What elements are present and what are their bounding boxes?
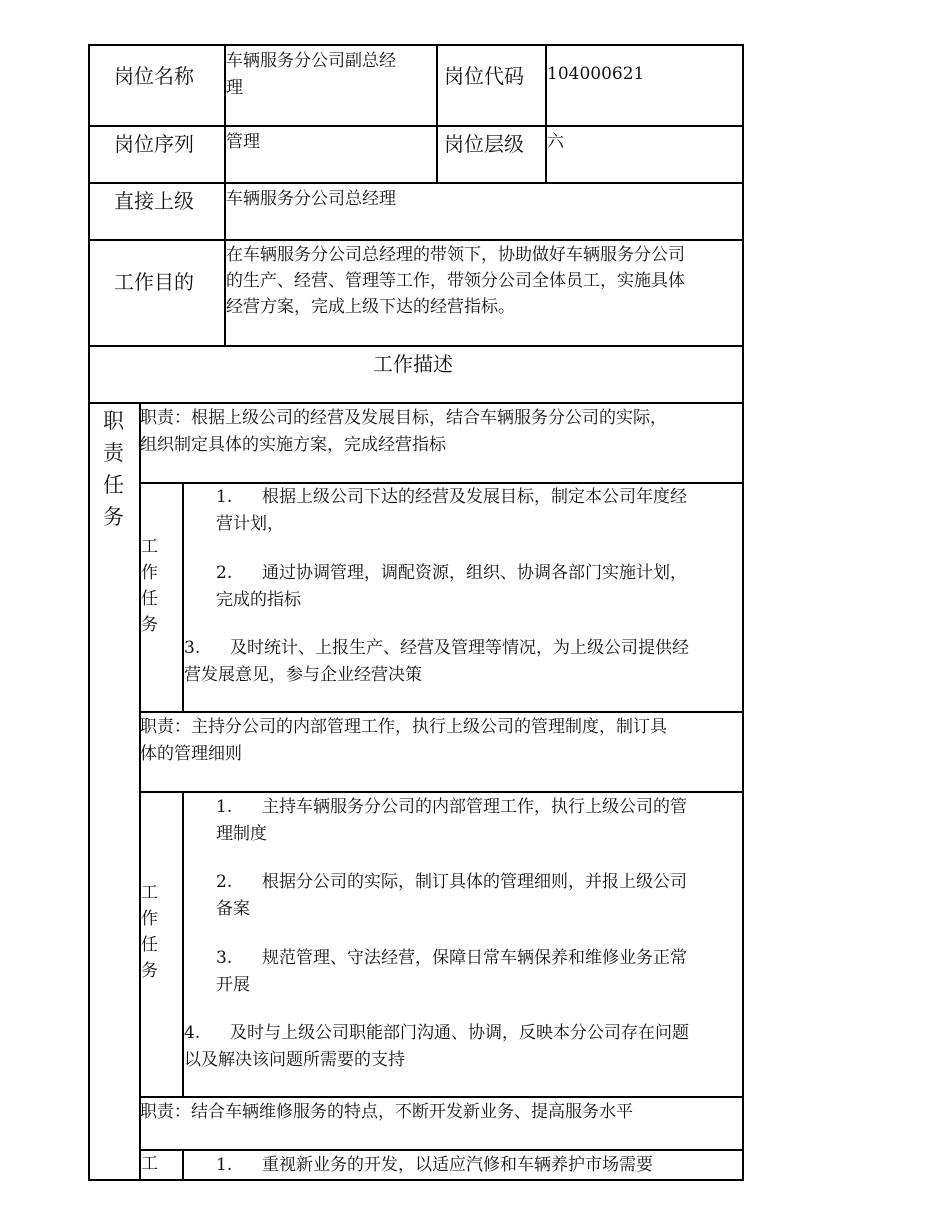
task-text: 重视新业务的开发，以适应汽修和车辆养护市场需要: [262, 1155, 653, 1175]
rule: [88, 44, 744, 46]
task-item: [216, 869, 687, 896]
task-item-cont: 备案: [216, 899, 250, 919]
rule: [436, 44, 438, 183]
duties-label: 职责任务: [103, 409, 124, 529]
duty-line: 组织制定具体的实施方案，完成经营指标: [140, 435, 446, 455]
rule: [139, 402, 141, 1180]
rule: [88, 345, 744, 347]
duty-line: 职责：根据上级公司的经营及发展目标，结合车辆服务分公司的实际，: [140, 408, 667, 428]
rule: [88, 44, 90, 1180]
task-number: 3.: [216, 948, 233, 968]
description-title: 工作描述: [373, 352, 453, 376]
task-item: [184, 635, 689, 662]
superior-label: 直接上级: [114, 189, 194, 213]
duty-line: 职责：结合车辆维修服务的特点，不断开发新业务、提高服务水平: [140, 1102, 633, 1122]
superior-value: 车辆服务分公司总经理: [226, 189, 396, 209]
purpose-label: 工作目的: [114, 270, 194, 294]
rule: [88, 1179, 744, 1181]
task-item-cont: 完成的指标: [216, 590, 301, 610]
rule: [139, 791, 744, 793]
rule: [88, 125, 744, 127]
task-label-partial: 工: [141, 1154, 158, 1174]
task-text: 根据分公司的实际，制订具体的管理细则，并报上级公司: [262, 872, 687, 892]
task-text: 根据上级公司下达的经营及发展目标，制定本公司年度经: [262, 487, 687, 507]
task-text: 及时统计、上报生产、经营及管理等情况，为上级公司提供经: [230, 638, 689, 658]
task-text: 主持车辆服务分公司的内部管理工作，执行上级公司的管: [262, 797, 687, 817]
task-item-cont: 理制度: [216, 824, 267, 844]
rule: [139, 1096, 744, 1098]
task-text: 规范管理、守法经营，保障日常车辆保养和维修业务正常: [262, 948, 687, 968]
task-item: [216, 484, 687, 511]
task-text: 及时与上级公司职能部门沟通、协调，反映本分公司存在问题: [230, 1023, 689, 1043]
task-number: 1.: [216, 1155, 233, 1175]
position-name-label: 岗位名称: [114, 64, 194, 88]
rule: [139, 1149, 744, 1151]
task-label: 工作任务: [141, 537, 158, 635]
rule: [139, 711, 744, 713]
task-item-cont: 营发展意见，参与企业经营决策: [184, 665, 422, 685]
purpose-line: 经营方案，完成上级下达的经营指标。: [226, 297, 515, 317]
rule: [742, 44, 744, 1180]
task-number: 2.: [216, 872, 233, 892]
task-number: 1.: [216, 487, 233, 507]
task-label: 工作任务: [141, 883, 158, 981]
task-number: 3.: [184, 638, 201, 658]
task-text: 通过协调管理，调配资源，组织、协调各部门实施计划，: [262, 563, 687, 583]
purpose-line: 在车辆服务分公司总经理的带领下，协助做好车辆服务分公司: [226, 245, 685, 265]
sequence-value: 管理: [226, 132, 260, 152]
rule: [88, 239, 744, 241]
purpose-line: 的生产、经营、管理等工作，带领分公司全体员工，实施具体: [226, 271, 685, 291]
rule: [182, 1149, 184, 1180]
rule: [88, 182, 744, 184]
task-item: [184, 1020, 689, 1047]
position-name-value-cont: 理: [226, 78, 243, 98]
sequence-label: 岗位序列: [114, 132, 194, 156]
task-item: [216, 1152, 653, 1179]
task-item: [216, 560, 687, 587]
level-label: 岗位层级: [444, 132, 524, 156]
task-number: 2.: [216, 563, 233, 583]
rule: [88, 402, 744, 404]
task-item: [216, 945, 687, 972]
task-item-cont: 以及解决该问题所需要的支持: [184, 1050, 405, 1070]
level-value: 六: [547, 132, 564, 152]
task-item-cont: 营计划，: [216, 514, 284, 534]
task-number: 1.: [216, 797, 233, 817]
position-code-label: 岗位代码: [444, 64, 524, 88]
duty-line: 体的管理细则: [140, 744, 242, 764]
duty-line: 职责：主持分公司的内部管理工作，执行上级公司的管理制度，制订具: [140, 717, 667, 737]
task-item-cont: 开展: [216, 975, 250, 995]
task-number: 4.: [184, 1023, 201, 1043]
position-code-value: 104000621: [547, 64, 645, 84]
position-name-value: 车辆服务分公司副总经: [226, 51, 396, 71]
task-item: [216, 794, 687, 821]
